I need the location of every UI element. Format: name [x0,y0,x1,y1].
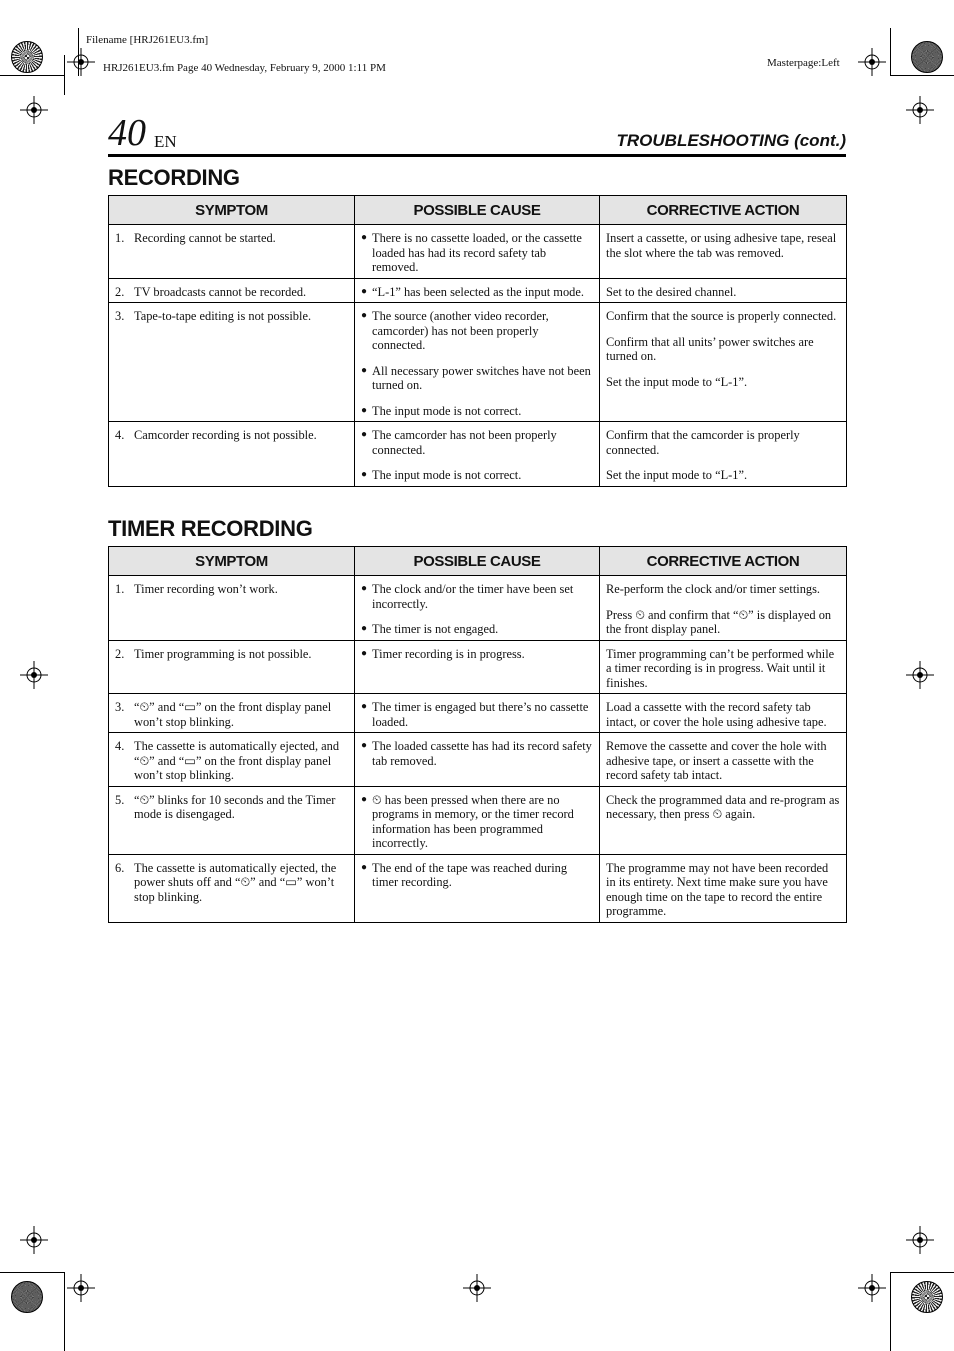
bullet-icon: ● [361,469,368,480]
table-row [109,303,847,422]
cause-text: ⏲ has been pressed when there are no programs in memory, or the timer record information has been programmed incorrectly. [372,792,574,850]
cause-cell [355,694,600,733]
registration-mark-icon [67,1274,95,1302]
bullet-icon: ● [361,285,368,297]
registration-mark-icon [67,48,95,76]
symptom-text: Timer programming is not possible. [134,646,312,661]
bullet-icon: ● [361,429,368,440]
symptom-text: TV broadcasts cannot be recorded. [134,284,307,299]
registration-mark-icon [20,1226,48,1254]
bullet-icon: ● [361,647,368,659]
table-row [109,854,847,922]
row-number: 4. [115,428,125,442]
recording-heading: RECORDING [108,165,240,190]
cause-cell [355,278,600,303]
action-text: Check the programmed data and re-program as necessary, then press ⏲ again. [606,792,840,821]
bullet-icon: ● [361,861,368,873]
registration-mark-icon [20,96,48,124]
table-row [109,422,847,487]
registration-mark-icon [906,661,934,689]
cause-text: The timer is engaged but there’s no cassette loaded. [372,700,589,729]
bullet-icon: ● [361,793,368,805]
table-row [109,733,847,787]
cause-item [361,231,593,275]
action-text: Set the input mode to “L-1”. [606,374,748,389]
symptom-text: “⏲” blinks for 10 seconds and the Timer mode is disengaged. [134,792,336,821]
row-number: 3. [115,700,125,714]
column-header-corrective-action: CORRECTIVE ACTION [600,547,847,576]
row-number: 1. [115,582,125,596]
cause-text: The input mode is not correct. [372,403,522,418]
column-header-symptom: SYMPTOM [109,547,355,576]
action-text: Confirm that the source is properly connected. [606,309,837,323]
symptom-cell [109,576,355,641]
filename-label: Filename [HRJ261EU3.fm] [86,34,209,46]
symptom-text: Tape-to-tape editing is not possible. [134,309,312,323]
bullet-icon: ● [361,404,368,416]
bullet-icon: ● [361,740,368,751]
cause-text: “L-1” has been selected as the input mode. [372,284,584,299]
action-text: Timer programming can’t be performed while a timer recording is in progress. Wait until it finishes. [606,646,835,690]
cause-text: The timer is not engaged. [372,622,499,636]
row-number: 5. [115,792,125,807]
cause-cell [355,854,600,922]
file-info-line: HRJ261EU3.fm Page 40 Wednesday, February 9, 2000 1:11 PM [103,62,386,74]
registration-mark-icon [20,661,48,689]
table-row [109,786,847,854]
column-header-corrective-action: CORRECTIVE ACTION [600,196,847,225]
cause-item [361,582,593,611]
action-text: Remove the cassette and cover the hole with adhesive tape, or insert a cassette with the record safety tab intact. [606,739,827,782]
cause-cell [355,422,600,487]
cause-item [361,647,593,662]
symptom-cell [109,733,355,787]
page-number: 40 [108,112,146,154]
symptom-text: The cassette is automatically ejected, and “⏲” and “▭” on the front display panel won’t stop blinking. [134,739,340,782]
cause-item [361,309,593,353]
timer-recording-heading: TIMER RECORDING [108,516,313,541]
action-cell [600,278,847,303]
bullet-icon: ● [361,232,368,243]
symptom-text: Recording cannot be started. [134,231,276,245]
action-cell [600,640,847,694]
registration-wheel-icon [11,41,43,73]
row-number: 2. [115,284,125,299]
cause-text: There is no cassette loaded, or the cassette loaded has had its record safety tab removed. [372,231,582,274]
table-row [109,225,847,279]
cause-cell [355,733,600,787]
recording-table [108,195,847,487]
row-number: 1. [115,231,125,245]
symptom-cell [109,278,355,303]
symptom-cell [109,225,355,279]
action-text: Press ⏲ and confirm that “⏲” is displayed on the front display panel. [606,607,832,636]
cause-text: The end of the tape was reached during timer recording. [372,860,568,889]
cause-cell [355,576,600,641]
header-rule [108,154,846,157]
action-cell [600,694,847,733]
cause-item [361,468,593,483]
timer-recording-table [108,546,847,923]
section-title: TROUBLESHOOTING (cont.) [616,131,846,150]
bullet-icon: ● [361,701,368,712]
symptom-text: The cassette is automatically ejected, the power shuts off and “⏲” and “▭” won’t stop blinking. [134,860,337,904]
bullet-icon: ● [361,583,368,594]
action-text: Set the input mode to “L-1”. [606,468,748,482]
symptom-cell [109,640,355,694]
cause-text: The camcorder has not been properly connected. [372,428,557,457]
registration-mark-icon [906,96,934,124]
action-text: Set to the desired channel. [606,284,737,299]
masterpage-label: Masterpage:Left [767,57,840,69]
row-number: 2. [115,646,125,661]
symptom-text: Camcorder recording is not possible. [134,428,317,442]
registration-wheel-icon [911,1281,943,1313]
cause-item [361,428,593,457]
symptom-cell [109,422,355,487]
cause-cell [355,640,600,694]
cause-text: The loaded cassette has had its record safety tab removed. [372,739,592,768]
action-cell [600,576,847,641]
cause-item [361,404,593,419]
cause-cell [355,303,600,422]
column-header-possible-cause: POSSIBLE CAUSE [355,547,600,576]
table-row [109,278,847,303]
cause-item [361,700,593,729]
symptom-text: Timer recording won’t work. [134,582,278,596]
action-text: Load a cassette with the record safety tab intact, or cover the hole using adhesive tape. [606,700,827,729]
cause-item [361,793,593,851]
cause-cell [355,225,600,279]
action-cell [600,422,847,487]
row-number: 4. [115,739,125,753]
action-cell [600,303,847,422]
cause-text: The input mode is not correct. [372,468,522,482]
action-cell [600,786,847,854]
registration-mark-icon [858,1274,886,1302]
symptom-cell [109,786,355,854]
cause-text: The clock and/or the timer have been set incorrectly. [372,582,574,611]
row-number: 3. [115,309,125,323]
bullet-icon: ● [361,623,368,634]
table-row [109,576,847,641]
symptom-cell [109,694,355,733]
action-text: Re-perform the clock and/or timer settings. [606,582,821,596]
registration-mark-icon [463,1274,491,1302]
symptom-text: “⏲” and “▭” on the front display panel won’t stop blinking. [134,700,332,729]
cause-item [361,285,593,300]
symptom-cell [109,854,355,922]
cause-text: The source (another video recorder, camcorder) has not been properly connected. [372,309,549,352]
cause-item [361,622,593,637]
registration-wheel-icon [911,41,943,73]
page-language: EN [154,132,177,151]
column-header-possible-cause: POSSIBLE CAUSE [355,196,600,225]
cause-text: Timer recording is in progress. [372,646,525,661]
action-text: The programme may not have been recorded in its entirety. Next time make sure you have enough time on the tape to record the entire programme. [606,860,829,918]
bullet-icon: ● [361,364,368,376]
cause-item [361,364,593,393]
cause-cell [355,786,600,854]
cause-text: All necessary power switches have not been turned on. [372,363,591,392]
action-cell [600,733,847,787]
action-cell [600,854,847,922]
registration-mark-icon [858,48,886,76]
bullet-icon: ● [361,310,368,321]
action-text: Insert a cassette, or using adhesive tape, reseal the slot where the tab was removed. [606,231,837,260]
row-number: 6. [115,860,125,875]
registration-wheel-icon [11,1281,43,1313]
registration-mark-icon [906,1226,934,1254]
column-header-symptom: SYMPTOM [109,196,355,225]
action-text: Confirm that the camcorder is properly connected. [606,428,800,457]
action-text: Confirm that all units’ power switches are turned on. [606,334,814,363]
action-cell [600,225,847,279]
symptom-cell [109,303,355,422]
table-row [109,694,847,733]
cause-item [361,861,593,890]
table-row [109,640,847,694]
cause-item [361,739,593,768]
